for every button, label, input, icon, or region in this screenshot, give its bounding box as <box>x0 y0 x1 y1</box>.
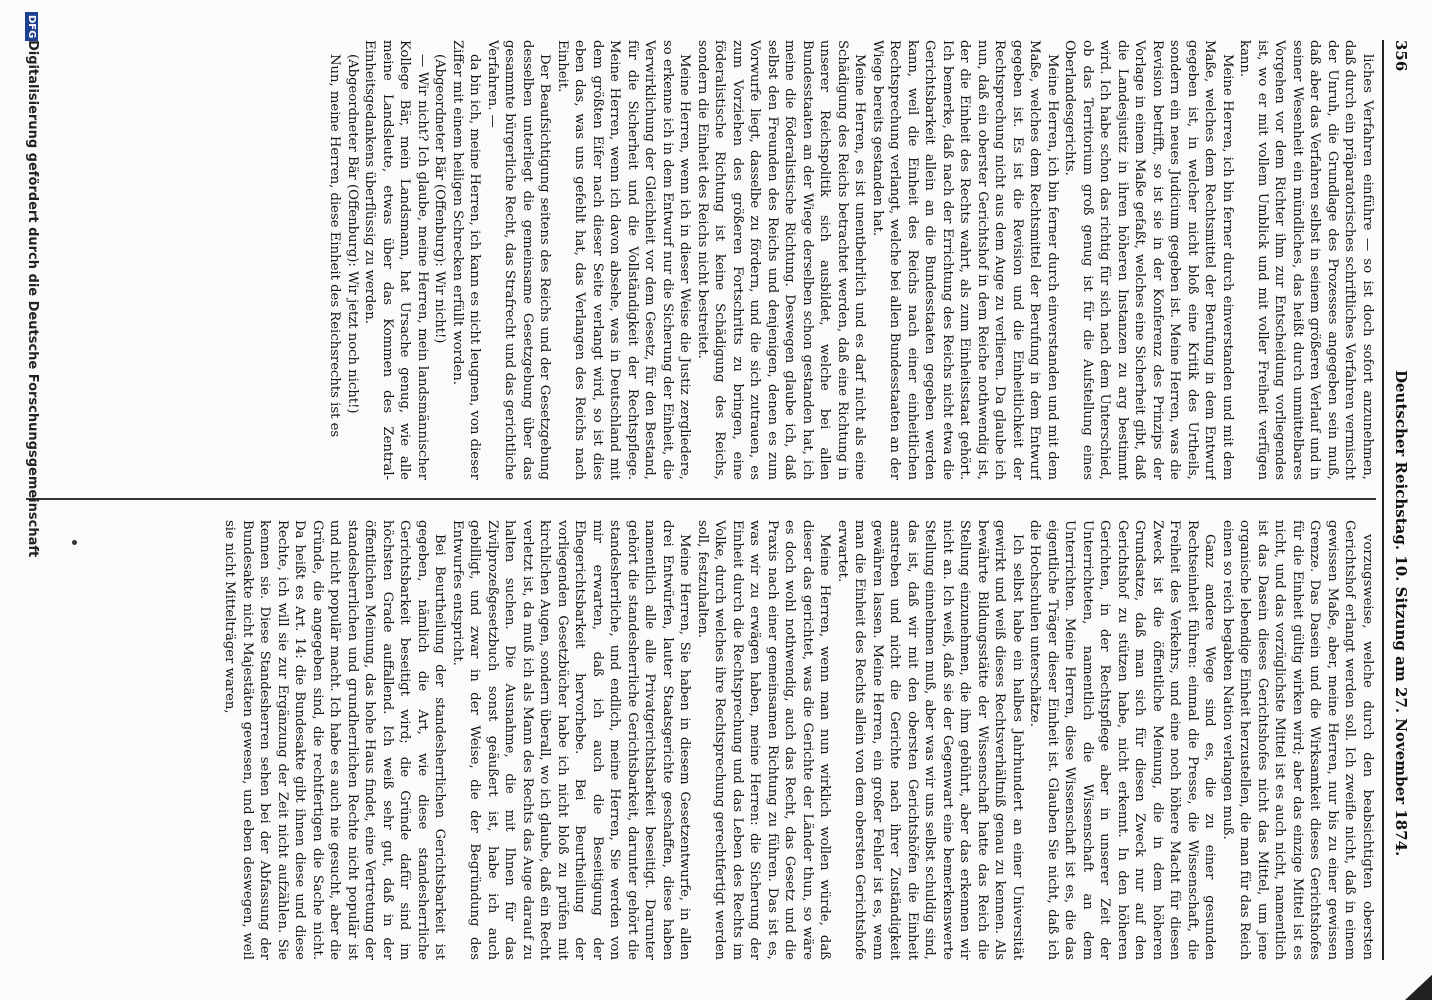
paragraph: Meine Herren, ich bin ferner durch einverstanden und mit dem Maße, welches dem Rechtsmittel der Berufung in dem Entwurf gegeben ist, in welcher nicht bloß eine Kritik des Urtheils, sondern ein neues Judicium gegeben ist. Meine Herren, was die Revision betrifft, so ist sie in der Konferenz des Prinzips der Vorlage in einem Maße gefaßt, welches eine Sicherheit gibt, daß die Landesjustiz in ihren höheren Instanzen zu arg bestimmt wird. Ich habe schon das richtig für sich nach dem Unterschied, ob das Territorium groß genug ist für die Aufstellung eines Oberlandesgerichts. <box>1062 40 1235 480</box>
paragraph: Meine Herren, es ist unentbehrlich und es darf nicht als eine Schädigung des Reichs betrachtet werden, daß eine Richtung in unserer Reichspolitik sich ausbildet, welche bei allen Bundesstaaten an der Wiege derselben schon gestanden hat, ich meine die föderalistische Richtung. Deswegen glaube ich, daß selbst den Freunden des Reichs und denjenigen, denen es zum Vorwurfe liegt, dasselbe zu fördern, und die sich zutrauen, es zum Vorziehen des größeren Fortschritts zu bringen, eine föderalistische Richtung ist keine Schädigung des Reichs, sondern die Einheit des Reichs nicht bestreitet. <box>695 40 868 480</box>
paragraph: liches Verfahren einführe — so ist doch sofort anzunehmen, daß durch ein präparatorisches schriftliches Verfahren vermischt der Unruh, die Grundlage des Prozesses angegeben sein muß, daß aber das Verfahren selbst in seinem größeren Verlauf und in seiner Wesenheit ein mündliches, das heißt durch unmittelbares Vorgehen vor dem Richter ihm zur Entscheidung vorliegendes ist, wo er mit vollem Umblick und mit voller Freiheit verfügen kann. <box>1237 40 1375 480</box>
funding-credit: Digitalisierung gefördert durch die Deutsche Forschungsgemeinschaft <box>25 40 40 558</box>
paragraph: (Abgeordneter Bär (Offenburg): Wir jetzt noch nicht!) <box>345 54 360 414</box>
paragraph: da bin ich, meine Herren, ich kann es nicht leugnen, von dieser Ziffer mit einem heiligen Schrecken erfüllt worden. <box>450 40 483 480</box>
paragraph: Meine Herren, wenn man nun wirklich wollen würde, daß dieser das gerichtet, was die Gerichte der Länder thun, so wäre es doch wohl nothwendig, auch das Recht, das Gesetz und die Praxis nach einer gemeinsamen Richtung zu führen. Das ist es, was wir zu erwägen haben, meine Herren: die Sicherung der Einheit durch die Rechtsprechung und das Leben des Rechts im Volke, durch welches ihre Rechtsprechung gerechtfertigt werden soll, festzuhalten. <box>695 520 833 960</box>
left-column <box>106 40 1376 480</box>
paragraph: Ich selbst habe ein halbes Jahrhundert an einer Universität gewirkt und weiß dieses Rechtsverhältniß genau zu kennen. Als bewährte Bildungsstätte der Wissenschaft hatte das Reich die Stellung einzunehmen, die ihm gebührt, aber das erkennen wir nicht an. Ich weiß, daß sie der Gegenwart eine bemerkenswerte Stellung einnehmen muß, aber was wir uns selbst schuldig sind, das ist, daß wir mit den obersten Gerichtshöfen die Einheit anstreben und nicht die Gerichte nach ihrer Zuständigkeit gewähren lassen. Meine Herren, ein großer Fehler ist es, wenn man die Einheit des Rechts allein von dem obersten Gerichtshofe erwartet. <box>835 520 1025 960</box>
paragraph: Meine Herren, Sie haben in diesem Gesetzentwurfe, in allen drei Entwürfen, lauter Staatsgerichte geschaffen, diese haben namentlich alle alle Privatgerichtsbarkeit beseitigt. Darunter gehört die standesherrliche Gerichtsbarkeit, darunter gehört die standesherrliche, und endlich, meine Herren, Sie werden von mir erwarten, daß ich auch die Beseitigung der Ehegerichtsbarkeit hervorhebe. Bei Beurtheilung der vorliegenden Gesetzbücher habe ich nicht bloß zu prüfen mit kirchlichen Augen, sondern überall, wo ich glaube, daß ein Recht verletzt ist, da muß ich als Mann des Rechts das Auge darauf zu halten suchen. Die Ausnahme, die mit Ihnen für das Zivilprozeßgesetzbuch sonst geäußert ist, habe ich auch gebilligt, und zwar in der Weise, die der Begründung des Entwurfes entspricht. <box>450 520 693 960</box>
right-column <box>26 520 1376 960</box>
scan-speck <box>72 540 77 545</box>
running-title: Deutscher Reichstag. 10. Sitzung am 27. November 1874. <box>1392 370 1410 857</box>
column-divider <box>26 498 1376 500</box>
page-number: 356 <box>1392 40 1410 72</box>
paragraph: Meine Herren, ich bin ferner durch einverstanden und mit dem Maße, welches dem Rechtsmittel der Berufung in dem Entwurf gegeben ist. Es ist die Revision und die Einheitlichkeit der Rechtsprechung nicht aus dem Auge zu verlieren. Da glaube ich nun, daß ein oberster Gerichtshof in dem Reiche nothwendig ist, der die Einheit des Rechts wahrt, als zum Einheitsstaat gehört. Ich bemerke, daß nach der Errichtung des Reichs nicht etwa die Gerichtsbarkeit allein an die Bundesstaaten gegeben werden kann, weil die Einheit des Reichs nach einer einheitlichen Rechtsprechung verlangt, welche bei allen Bundesstaaten an der Wiege bereits gestanden hat. <box>870 40 1060 480</box>
paragraph: Meine Herren, wenn ich in dieser Weise die Justiz zergliedere, so erkenne ich in dem Entwurf nur die Sicherung der Einheit, die Verwirklichung der Gleichheit vor dem Gesetz, für den Bestand, für die Sicherheit und die Vollständigkeit der Rechtspflege. Meine Herren, wenn ich davon absehe, was in Deutschland mit dem größten Eifer nach dieser Seite verlangt wird, so ist dies eben das, was uns gefehlt hat, das Verlangen des Reichs nach Einheit. <box>555 40 693 480</box>
paragraph: Bei Beurtheilung der standesherrlichen Gerichtsbarkeit ist gegeben, nämlich die Art, wie diese standesherrliche Gerichtsbarkeit beseitigt wird; die Gründe dafür sind im höchsten Grade auffallend. Ich weiß sehr gut, daß in der öffentlichen Meinung, das hohe Haus findet, eine Vertretung der standesherrlichen und grundherrlichen Rechte nicht populär ist und nicht populär macht. Ich habe es auch nie gesucht, aber die Gründe, die angegeben sind, die rechtfertigen die Sache nicht. Da heißt es Art. 14: die Bundesakte gibt ihnen diese und diese Rechte, ich will sie zur Ergänzung der Zeit nicht aufzählen. Sie kennen sie. Diese Standesherren sehen bei der Abfassung der Bundesakte nicht Majestäten gewesen, und eben deswegen, weil sie nicht Mittelträger waren, <box>222 520 448 960</box>
paragraph: Der Beaufsichtigung seitens des Reichs und der Gesetzgebung desselben unterliegt die gemeinsame Gesetzgebung über das gesammte bürgerliche Recht, das Strafrecht und das gerichtliche Verfahren. — <box>485 40 553 480</box>
header-rule <box>1382 40 1384 960</box>
digitization-footer <box>12 0 52 1000</box>
paragraph: — Wir nicht? Ich glaube, meine Herren, mein landsmännischer Kollege Bär, mein Landsmann, hat Ursache genug, wie alle meine Landsleute, etwas über das Kommen des Zentral-Einheitsgedankens überflüssig zu werden. <box>362 40 430 480</box>
dfg-logo: DFG <box>25 12 38 41</box>
page-header <box>1386 40 1410 960</box>
paragraph: vorzugsweise, welche durch den beabsichtigten obersten Gerichtshof erlangt werden soll. Ich zweifle nicht, daß in einem gewissen Maße, aber, meine Herren, nur bis zu einer gewissen Grenze. Das Dasein und die Wirksamkeit dieses Gerichtshofes für die Einheit gültig wirken wird; aber das einzige Mittel ist es nicht, und das vorzüglichste Mittel ist es auch nicht, namentlich ist das Dasein dieses Gerichtshofes nicht das Mittel, um jene organische lebendige Einheit herzustellen, die man für das Reich einen so reich begabten Nation verlangen muß. <box>1220 520 1375 960</box>
paragraph: Nun, meine Herren, diese Einheit des Reichsrechts ist es <box>327 54 343 438</box>
paragraph: Ganz andere Wege sind es, die zu einer gesunden Rechtseinheit führen: einmal die Presse, die Wissenschaft, die Freiheit des Verkehrs, und eine noch höhere Macht für diesen Zweck ist die öffentliche Meinung, die in dem höheren Grundsatze, daß man sich für diesen Zweck nur auf den Gerichtshof zu stützen habe, nicht erkennt. In den höheren Gerichten, in der Rechtspflege aber in unserer Zeit der Unterrichteten, namentlich die Wissenschaft an dem Unterrichten. Meine Herren, diese Wissenschaft ist es, die das eigentliche Träger dieser Einheit ist. Glauben Sie nicht, daß ich die Hochschulen unterschätze. <box>1027 520 1218 960</box>
paragraph: (Abgeordneter Bär (Offenburg): Wir nicht!) <box>432 54 448 344</box>
page-corner-shadow <box>1395 960 1432 1000</box>
